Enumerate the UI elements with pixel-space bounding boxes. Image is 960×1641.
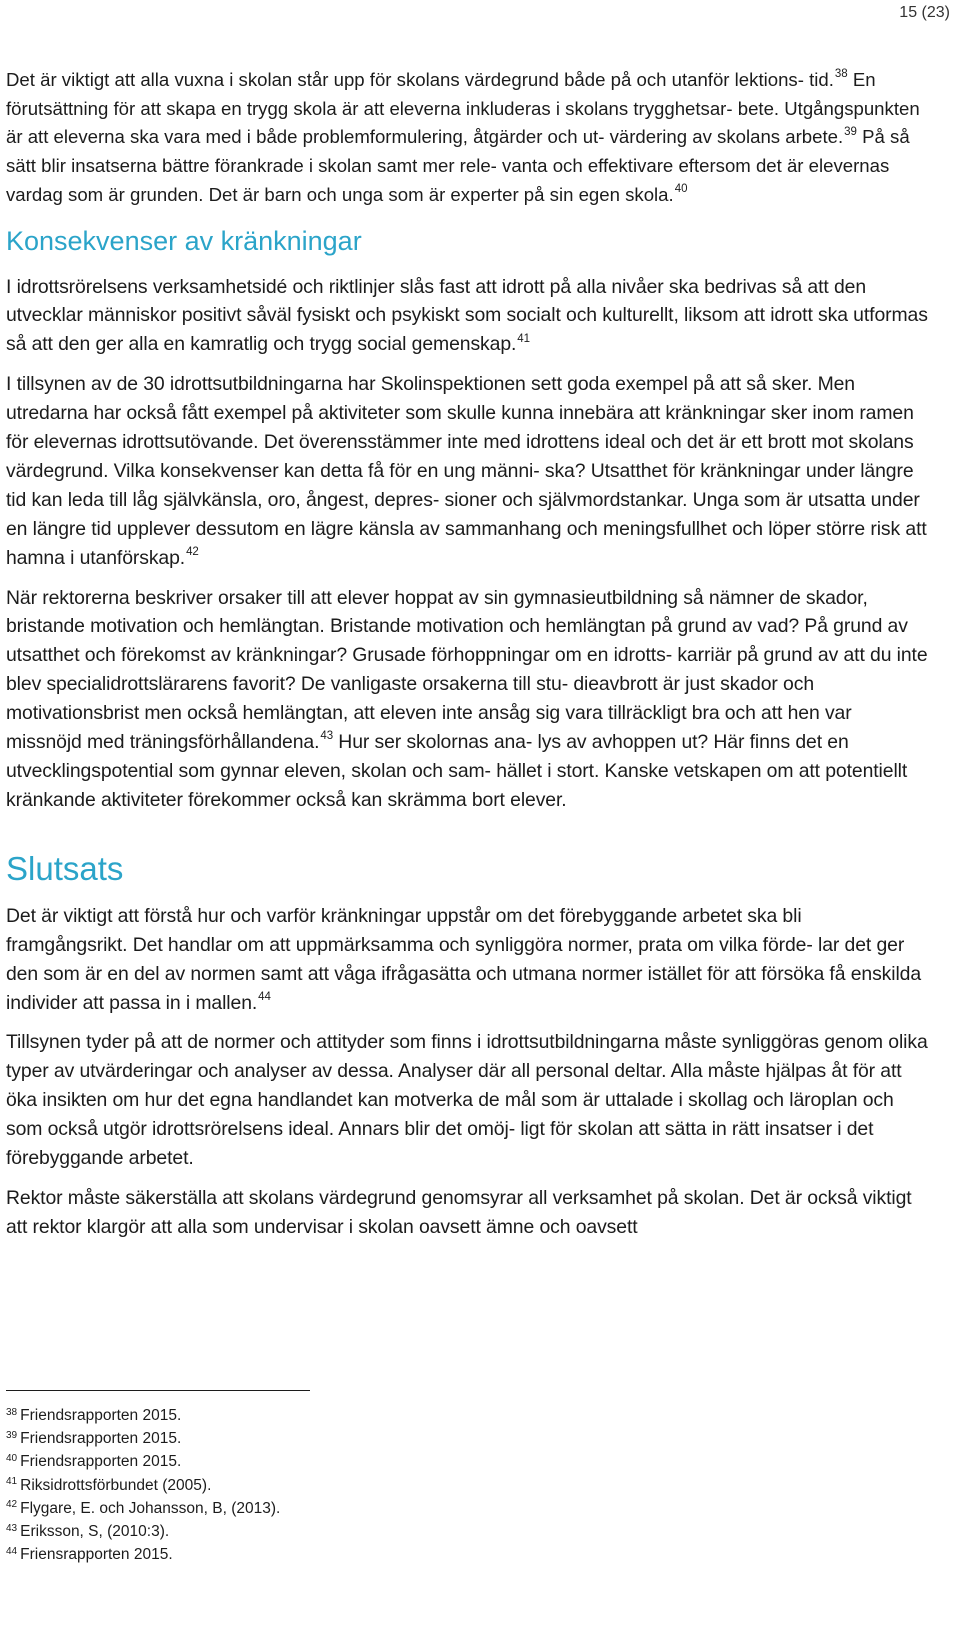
footnote-text: Friendsrapporten 2015. <box>20 1407 182 1424</box>
paragraph-text: Hur ser skolornas ana- lys av avhoppen ut? Här finns det en utvecklingspotential som gynnar eleven, skolan och sam- hället i stort. Kanske vetskapen om att potentiellt kränkande aktiviteter förekommer också kan skrämma bort elever. <box>6 731 908 811</box>
footnote-ref-39[interactable]: 39 <box>844 125 857 138</box>
footnote-number: 43 <box>6 1522 18 1534</box>
intro-paragraph <box>6 66 928 210</box>
footnote-text: Flygare, E. och Johansson, B, (2013). <box>20 1499 281 1517</box>
intro-text-1: Det är viktigt att alla vuxna i skolan står upp för skolans värdegrund både på och utanför lektions- tid. <box>6 69 834 90</box>
footnote-ref-40[interactable]: 40 <box>674 183 688 196</box>
footnote-number: 42 <box>6 1499 18 1511</box>
footnote-number: 39 <box>6 1429 18 1441</box>
section-heading-slutsats: Slutsats <box>6 849 124 887</box>
footnote-ref-41[interactable]: 41 <box>517 332 530 345</box>
footnote-39 <box>6 1427 280 1450</box>
document-body <box>6 66 928 1242</box>
footnote-ref-43[interactable]: 43 <box>320 730 333 743</box>
konsekvenser-paragraph-2 <box>6 370 928 572</box>
footnote-42 <box>6 1497 280 1520</box>
footnote-ref-44[interactable]: 44 <box>258 990 271 1003</box>
footnote-38 <box>6 1404 280 1427</box>
footnote-divider <box>6 1390 310 1391</box>
footnote-text: Eriksson, S, (2010:3). <box>20 1523 170 1541</box>
footnote-number: 38 <box>6 1406 18 1418</box>
paragraph-text: Det är viktigt att förstå hur och varför kränkningar uppstår om det förebyggande arbetet ska bli framgångsrikt. Det handlar om att uppmärksamma och synliggöra normer, prata om vilka förde- lar det ger den som är en del av normen samt att våga ifrågasätta och utmana normer istället för att försöka få enskilda individer att passa in i mallen. <box>6 904 922 1014</box>
slutsats-paragraph-2: Tillsynen tyder på att de normer och attityder som finns i idrottsutbildningarna måste synliggöras genom olika typer av utvärderingar och analyser av dessa. Analyser där all personal deltar. Alla måste hjälpas åt för att öka insikten om hur det egna handlandet kan motverka de mål som är uttalade i skollag och läroplan och som också utgör idrottsrörelsens ideal. Annars blir det omöj- ligt för skolan att sätta in rätt insatser i det förebyggande arbetet. <box>6 1031 928 1170</box>
footnote-43 <box>6 1520 280 1543</box>
footnote-number: 41 <box>6 1476 18 1488</box>
section-heading-konsekvenser: Konsekvenser av kränkningar <box>6 225 362 256</box>
footnote-44 <box>6 1543 280 1566</box>
footnote-40 <box>6 1450 280 1473</box>
footnote-text: Riksidrottsförbundet (2005). <box>20 1476 212 1494</box>
footnote-text: Friensrapporten 2015. <box>20 1546 173 1564</box>
paragraph-text: I idrottsrörelsens verksamhetsidé och riktlinjer slås fast att idrott på alla nivåer ska bedrivas så att den utvecklar människor positivt såväl fysiskt och psykiskt som socialt och kulturellt, liksom att idrott ska utformas så att den ger alla en kamratlig och trygg social gemenskap. <box>6 275 928 356</box>
intro-text-3: På så sätt blir insatserna bättre förankrade i skolan samt mer rele- vanta och effektivare eftersom det är elevernas vardag som är grunden. Det är barn och unga som är experter på sin egen skola. <box>6 126 910 205</box>
paragraph-text: I tillsynen av de 30 idrottsutbildningarna har Skolinspektionen sett goda exempel på att så sker. Men utredarna har också fått exempel på aktiviteter som skulle kunna innebära att kränkningar sker inom ramen för elevernas idrottsutövande. Det överensstämmer inte med idrottens ideal och det är ett brott mot skolans värdegrund. Vilka konsekvenser kan detta få för en ung männi- ska? Utsatthet för kränkningar under längre tid kan leda till låg självkänsla, oro, ångest, depres- sioner och självmordstankar. Unga som är utsatta under en längre tid upplever dessutom en lägre känsla av sammanhang och meningsfullhet och löper större risk att hamna i utanförskap. <box>6 373 927 569</box>
konsekvenser-paragraph-3 <box>6 584 928 815</box>
intro-text-2: En förutsättning för att skapa en trygg skola är att eleverna inkluderas i skolans trygghetsar- bete. Utgångspunkten är att eleverna ska vara med i både problemformulering, åtgärder och ut- värdering av skolans arbete. <box>6 69 920 148</box>
konsekvenser-paragraph-1 <box>6 273 928 360</box>
slutsats-paragraph-1 <box>6 902 928 1018</box>
footnote-text: Friendsrapporten 2015. <box>20 1453 182 1471</box>
page-number: 15 (23) <box>899 4 950 21</box>
paragraph-text: När rektorerna beskriver orsaker till att elever hoppat av sin gymnasieutbildning så nämner de skador, bristande motivation och hemlängtan. Bristande motivation och hemlängtan på grund av vad? På grund av utsatthet och förekomst av kränkningar? Grusade förhoppningar om en idrotts- karriär på grund av att du inte blev specialidrottslärarens favorit? De vanligaste orsakerna till stu- dieavbrott är just skador och motivationsbrist men också hemlängtan, att eleven inte ansåg sig vara tillräckligt bra och att hen var missnöjd med träningsförhållandena. <box>6 586 928 754</box>
footnote-number: 44 <box>6 1545 18 1557</box>
footnotes-list <box>6 1404 280 1566</box>
intro-section <box>6 66 928 210</box>
footnote-number: 40 <box>6 1452 18 1464</box>
footnote-41 <box>6 1474 280 1497</box>
slutsats-paragraph-3: Rektor måste säkerställa att skolans värdegrund genomsyrar all verksamhet på skolan. Det är också viktigt att rektor klargör att alla som undervisar i skolan oavsett ämne och oavsett <box>6 1186 912 1238</box>
footnote-ref-42[interactable]: 42 <box>186 546 199 559</box>
footnote-text: Friendsrapporten 2015. <box>20 1430 182 1448</box>
footnote-ref-38[interactable]: 38 <box>834 68 848 81</box>
